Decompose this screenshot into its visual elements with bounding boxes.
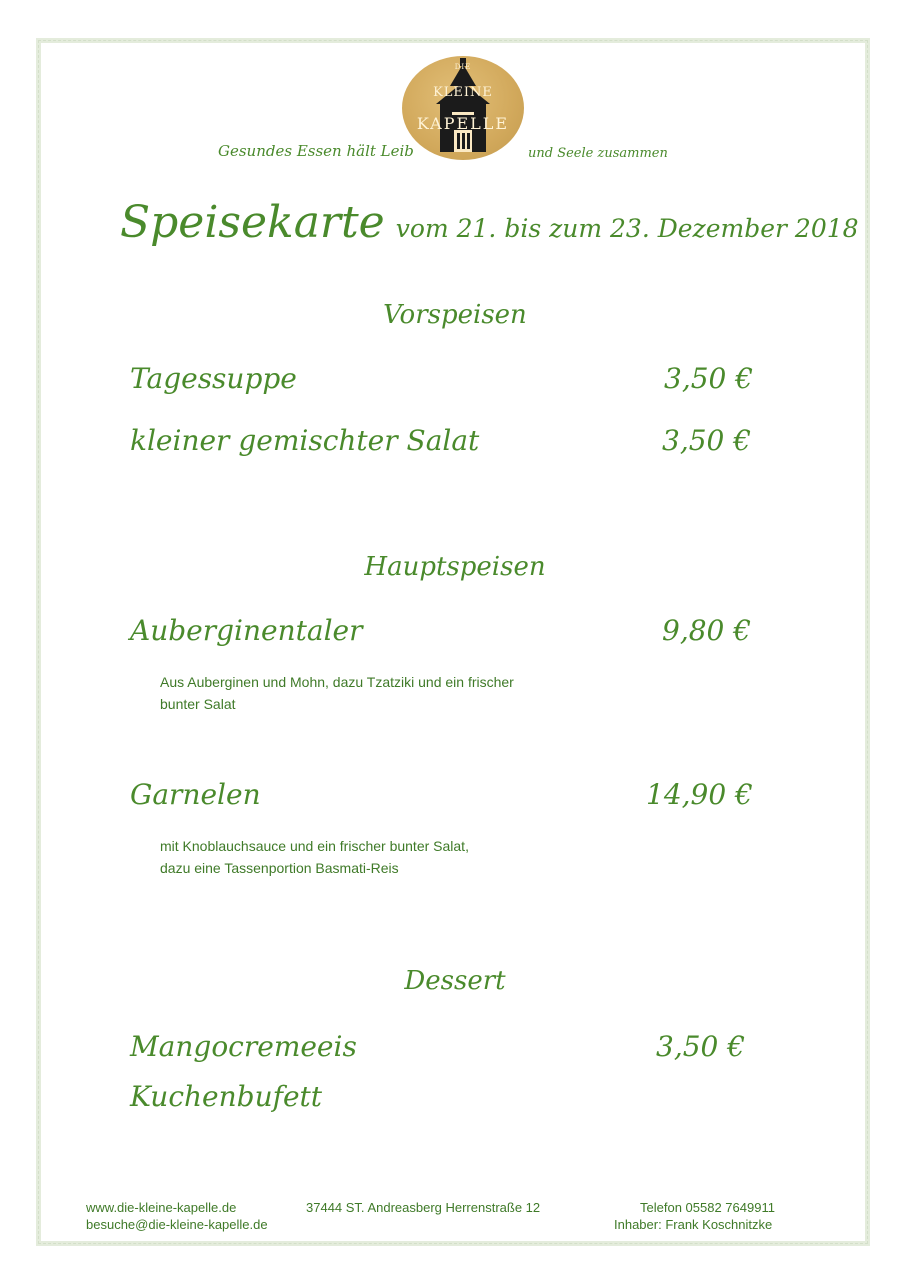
section-heading-dessert: Dessert <box>404 966 506 996</box>
footer-address: 37444 ST. Andreasberg Herrenstraße 12 <box>306 1200 541 1215</box>
dish-name-kuchenbufett: Kuchenbufett <box>130 1080 323 1113</box>
title-sub: vom 21. bis zum 23. Dezember 2018 <box>395 214 859 243</box>
tagline-left: Gesundes Essen hält Leib <box>218 142 414 160</box>
logo-text-die: DIE <box>454 63 472 71</box>
dish-name-salat: kleiner gemischter Salat <box>130 424 480 457</box>
page-title <box>120 197 859 248</box>
logo-text-kleine: KLEINE <box>433 85 493 100</box>
dish-name-garnelen: Garnelen <box>130 778 261 811</box>
description-line: Aus Auberginen und Mohn, dazu Tzatziki und ein frischer <box>160 674 514 690</box>
footer-phone: Telefon 05582 7649911 <box>640 1200 775 1215</box>
dish-description-auberginentaler <box>160 671 580 715</box>
dish-name-auberginentaler: Auberginentaler <box>130 614 363 647</box>
dish-price-salat: 3,50 € <box>662 424 752 457</box>
description-line: dazu eine Tassenportion Basmati-Reis <box>160 860 399 876</box>
title-main: Speisekarte <box>120 197 385 248</box>
tagline-right: und Seele zusammen <box>528 146 668 161</box>
footer-website-link[interactable]: www.die-kleine-kapelle.de <box>86 1200 237 1215</box>
logo-text-kapelle: KAPELLE <box>416 114 510 133</box>
dish-name-tagessuppe: Tagessuppe <box>130 362 297 395</box>
footer-email-link[interactable]: besuche@die-kleine-kapelle.de <box>86 1217 268 1232</box>
description-line: bunter Salat <box>160 696 236 712</box>
dish-name-mangocremeeis: Mangocremeeis <box>130 1030 357 1063</box>
section-heading-starters: Vorspeisen <box>383 300 527 330</box>
logo <box>402 56 524 160</box>
dish-price-garnelen: 14,90 € <box>646 778 753 811</box>
footer-owner: Inhaber: Frank Koschnitzke <box>614 1217 773 1232</box>
dish-description-garnelen <box>160 835 580 879</box>
description-line: mit Knoblauchsauce und ein frischer bunter Salat, <box>160 838 469 854</box>
dish-price-tagessuppe: 3,50 € <box>664 362 754 395</box>
chapel-icon <box>402 56 524 160</box>
dish-price-mangocremeeis: 3,50 € <box>656 1030 746 1063</box>
section-heading-mains: Hauptspeisen <box>364 552 546 582</box>
dish-price-auberginentaler: 9,80 € <box>662 614 752 647</box>
